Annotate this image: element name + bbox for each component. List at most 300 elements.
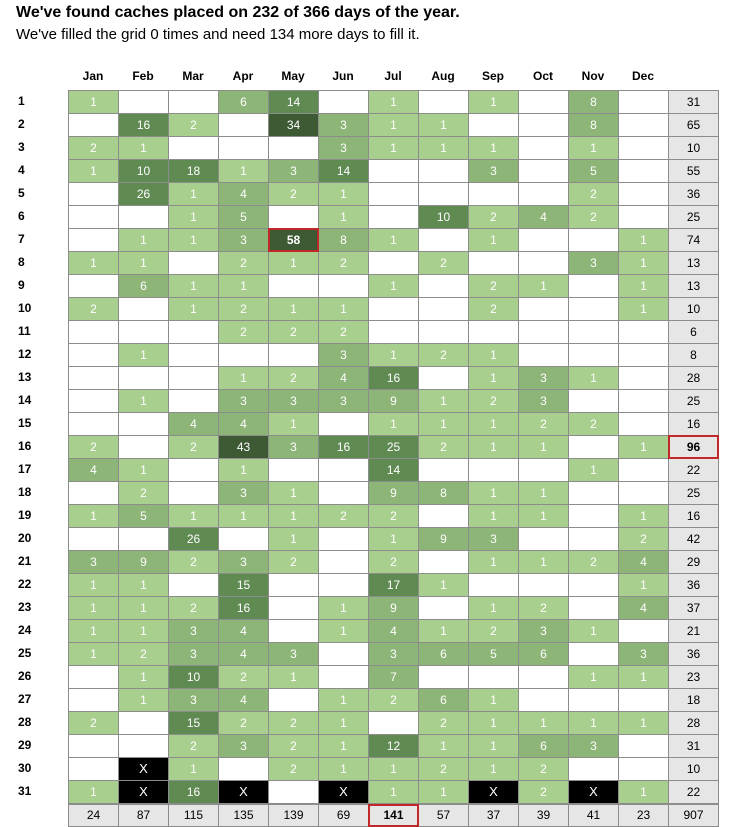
heatmap-cell — [518, 228, 569, 252]
heatmap-cell — [118, 205, 169, 229]
heatmap-cell — [618, 343, 669, 367]
heatmap-cell — [468, 320, 519, 344]
day-header-27: 27 — [18, 692, 32, 706]
heatmap-cell — [368, 251, 419, 275]
heatmap-cell: 1 — [218, 366, 269, 390]
heatmap-cell: 4 — [318, 366, 369, 390]
heatmap-cell: X — [568, 780, 619, 804]
heatmap-cell: 1 — [618, 228, 669, 252]
page-subtitle: We've filled the grid 0 times and need 134 more days to fill it. — [16, 26, 420, 43]
month-header-dec: Dec — [631, 69, 654, 83]
heatmap-cell — [618, 320, 669, 344]
heatmap-cell — [118, 734, 169, 758]
heatmap-cell: 8 — [568, 113, 619, 137]
heatmap-cell — [368, 159, 419, 183]
heatmap-cell: 2 — [268, 182, 319, 206]
heatmap-cell: 26 — [168, 527, 219, 551]
heatmap-cell: 4 — [168, 412, 219, 436]
heatmap-cell — [568, 504, 619, 528]
heatmap-cell: 1 — [168, 205, 219, 229]
heatmap-cell — [618, 619, 669, 643]
heatmap-cell: 1 — [368, 136, 419, 160]
heatmap-cell: 1 — [368, 228, 419, 252]
heatmap-cell: 4 — [218, 412, 269, 436]
heatmap-cell — [68, 366, 119, 390]
row-total: 23 — [668, 665, 719, 689]
column-total: 39 — [518, 804, 569, 827]
heatmap-cell — [68, 412, 119, 436]
heatmap-cell — [168, 343, 219, 367]
heatmap-cell: 1 — [368, 90, 419, 114]
row-total: 28 — [668, 711, 719, 735]
heatmap-cell: 1 — [168, 504, 219, 528]
day-header-3: 3 — [18, 140, 25, 154]
heatmap-cell: 10 — [418, 205, 469, 229]
heatmap-cell — [368, 320, 419, 344]
heatmap-cell: 1 — [618, 711, 669, 735]
heatmap-cell: 6 — [118, 274, 169, 298]
heatmap-cell: 16 — [318, 435, 369, 459]
column-total: 69 — [318, 804, 369, 827]
heatmap-cell: 43 — [218, 435, 269, 459]
heatmap-cell: 2 — [468, 274, 519, 298]
day-header-7: 7 — [18, 232, 25, 246]
day-header-31: 31 — [18, 784, 32, 798]
heatmap-cell — [418, 274, 469, 298]
day-header-13: 13 — [18, 370, 32, 384]
row-total: 65 — [668, 113, 719, 137]
row-total: 29 — [668, 550, 719, 574]
month-header-feb: Feb — [132, 69, 154, 83]
heatmap-cell — [518, 136, 569, 160]
heatmap-cell — [518, 573, 569, 597]
day-header-18: 18 — [18, 485, 32, 499]
heatmap-cell — [418, 504, 469, 528]
heatmap-cell: 1 — [68, 504, 119, 528]
heatmap-cell: 1 — [318, 182, 369, 206]
heatmap-cell: 2 — [118, 642, 169, 666]
heatmap-cell — [318, 665, 369, 689]
month-header-apr: Apr — [232, 69, 254, 83]
day-header-24: 24 — [18, 623, 32, 637]
day-header-26: 26 — [18, 669, 32, 683]
heatmap-cell: 1 — [518, 711, 569, 735]
heatmap-cell: 1 — [118, 665, 169, 689]
heatmap-cell: 3 — [218, 481, 269, 505]
heatmap-cell: 9 — [368, 389, 419, 413]
heatmap-cell: 1 — [118, 251, 169, 275]
heatmap-cell: 1 — [318, 688, 369, 712]
heatmap-cell — [418, 550, 469, 574]
heatmap-cell — [518, 182, 569, 206]
heatmap-cell — [568, 596, 619, 620]
heatmap-cell: 2 — [368, 688, 419, 712]
heatmap-cell: 16 — [368, 366, 419, 390]
heatmap-cell: 1 — [268, 665, 319, 689]
row-total: 25 — [668, 389, 719, 413]
row-total: 31 — [668, 90, 719, 114]
heatmap-cell — [368, 297, 419, 321]
heatmap-cell: 1 — [468, 343, 519, 367]
row-total: 31 — [668, 734, 719, 758]
heatmap-cell: 2 — [268, 320, 319, 344]
heatmap-cell: 2 — [418, 435, 469, 459]
heatmap-cell: 1 — [568, 136, 619, 160]
heatmap-cell: 18 — [168, 159, 219, 183]
heatmap-cell: 1 — [468, 136, 519, 160]
row-total: 36 — [668, 182, 719, 206]
heatmap-cell: 1 — [168, 757, 219, 781]
heatmap-cell — [418, 297, 469, 321]
heatmap-cell: 6 — [418, 688, 469, 712]
heatmap-cell: 1 — [568, 619, 619, 643]
heatmap-cell — [168, 458, 219, 482]
day-header-6: 6 — [18, 209, 25, 223]
heatmap-cell: 1 — [418, 113, 469, 137]
heatmap-cell — [518, 527, 569, 551]
column-total: 115 — [168, 804, 219, 827]
heatmap-cell — [418, 596, 469, 620]
heatmap-cell — [218, 136, 269, 160]
heatmap-cell: 1 — [468, 435, 519, 459]
row-total: 42 — [668, 527, 719, 551]
heatmap-cell: 2 — [418, 711, 469, 735]
row-total: 16 — [668, 504, 719, 528]
heatmap-cell: 7 — [368, 665, 419, 689]
heatmap-cell: 1 — [218, 504, 269, 528]
heatmap-cell: 1 — [418, 389, 469, 413]
heatmap-cell: 1 — [368, 412, 419, 436]
heatmap-cell — [618, 113, 669, 137]
heatmap-cell: 1 — [568, 366, 619, 390]
day-header-19: 19 — [18, 508, 32, 522]
heatmap-cell: 1 — [168, 182, 219, 206]
heatmap-cell: 14 — [268, 90, 319, 114]
day-header-1: 1 — [18, 94, 25, 108]
heatmap-cell: 1 — [318, 757, 369, 781]
heatmap-cell — [118, 90, 169, 114]
month-header-mar: Mar — [182, 69, 204, 83]
heatmap-cell: 2 — [618, 527, 669, 551]
column-total: 37 — [468, 804, 519, 827]
heatmap-cell: 2 — [268, 734, 319, 758]
heatmap-cell: 2 — [518, 780, 569, 804]
heatmap-cell: 1 — [68, 573, 119, 597]
heatmap-cell — [418, 90, 469, 114]
heatmap-cell: 1 — [118, 573, 169, 597]
heatmap-cell: 1 — [618, 573, 669, 597]
heatmap-cell: 1 — [268, 297, 319, 321]
heatmap-cell: 1 — [118, 228, 169, 252]
heatmap-cell — [318, 412, 369, 436]
heatmap-cell: 4 — [68, 458, 119, 482]
heatmap-cell: 2 — [218, 297, 269, 321]
heatmap-cell: 2 — [318, 251, 369, 275]
day-header-11: 11 — [18, 324, 31, 338]
heatmap-cell — [618, 458, 669, 482]
row-total: 25 — [668, 205, 719, 229]
heatmap-cell: 1 — [618, 251, 669, 275]
heatmap-cell: 1 — [618, 297, 669, 321]
heatmap-cell: 2 — [368, 550, 419, 574]
heatmap-cell — [218, 113, 269, 137]
heatmap-cell: 34 — [268, 113, 319, 137]
heatmap-cell: 1 — [468, 596, 519, 620]
heatmap-cell — [118, 527, 169, 551]
heatmap-cell: 2 — [118, 481, 169, 505]
heatmap-cell — [218, 527, 269, 551]
heatmap-cell: 1 — [368, 343, 419, 367]
heatmap-cell: 2 — [218, 665, 269, 689]
day-header-16: 16 — [18, 439, 32, 453]
heatmap-cell — [518, 297, 569, 321]
heatmap-cell: 4 — [368, 619, 419, 643]
heatmap-cell — [118, 366, 169, 390]
month-header-jun: Jun — [332, 69, 354, 83]
heatmap-cell — [118, 711, 169, 735]
heatmap-cell: 3 — [268, 435, 319, 459]
heatmap-cell — [218, 343, 269, 367]
day-header-22: 22 — [18, 577, 32, 591]
heatmap-cell: 2 — [168, 734, 219, 758]
heatmap-cell: 4 — [518, 205, 569, 229]
heatmap-cell: 1 — [268, 504, 319, 528]
column-total: 141 — [368, 804, 419, 827]
heatmap-cell: X — [468, 780, 519, 804]
row-total: 22 — [668, 780, 719, 804]
heatmap-cell: 1 — [518, 435, 569, 459]
heatmap-cell: 1 — [318, 711, 369, 735]
heatmap-cell — [618, 136, 669, 160]
heatmap-cell — [618, 205, 669, 229]
row-total: 37 — [668, 596, 719, 620]
heatmap-cell: 2 — [368, 504, 419, 528]
heatmap-cell: 3 — [168, 688, 219, 712]
column-total: 57 — [418, 804, 469, 827]
day-header-8: 8 — [18, 255, 25, 269]
heatmap-cell: X — [218, 780, 269, 804]
heatmap-cell: 1 — [218, 274, 269, 298]
heatmap-cell — [268, 136, 319, 160]
heatmap-cell: 1 — [418, 780, 469, 804]
heatmap-cell — [568, 573, 619, 597]
heatmap-cell — [68, 274, 119, 298]
heatmap-cell — [618, 734, 669, 758]
heatmap-cell: 1 — [118, 619, 169, 643]
heatmap-cell: 15 — [218, 573, 269, 597]
heatmap-cell: 2 — [268, 366, 319, 390]
heatmap-cell: 3 — [568, 734, 619, 758]
heatmap-cell — [68, 113, 119, 137]
heatmap-cell — [568, 274, 619, 298]
column-total: 24 — [68, 804, 119, 827]
column-total: 41 — [568, 804, 619, 827]
heatmap-cell: 2 — [68, 297, 119, 321]
heatmap-cell: 5 — [218, 205, 269, 229]
heatmap-cell — [468, 458, 519, 482]
heatmap-cell: 4 — [618, 596, 669, 620]
heatmap-cell — [418, 366, 469, 390]
heatmap-cell: 2 — [268, 550, 319, 574]
heatmap-cell: 2 — [518, 412, 569, 436]
heatmap-cell: 6 — [518, 734, 569, 758]
heatmap-cell: 1 — [368, 527, 419, 551]
heatmap-cell — [418, 228, 469, 252]
row-total: 36 — [668, 573, 719, 597]
heatmap-cell: 9 — [368, 596, 419, 620]
heatmap-cell: 2 — [168, 113, 219, 137]
heatmap-cell — [468, 665, 519, 689]
heatmap-cell: 3 — [368, 642, 419, 666]
heatmap-cell: 58 — [268, 228, 319, 252]
heatmap-cell: 1 — [118, 389, 169, 413]
heatmap-cell — [568, 320, 619, 344]
heatmap-cell — [618, 389, 669, 413]
heatmap-cell: 5 — [568, 159, 619, 183]
heatmap-cell: 3 — [218, 734, 269, 758]
heatmap-cell — [368, 711, 419, 735]
heatmap-cell — [268, 205, 319, 229]
heatmap-cell: 1 — [568, 665, 619, 689]
heatmap-cell: 3 — [268, 642, 319, 666]
day-header-15: 15 — [18, 416, 32, 430]
heatmap-cell: 1 — [518, 481, 569, 505]
heatmap-cell: X — [118, 780, 169, 804]
column-total: 87 — [118, 804, 169, 827]
heatmap-cell: 1 — [568, 458, 619, 482]
heatmap-cell: 1 — [468, 366, 519, 390]
day-header-9: 9 — [18, 278, 25, 292]
heatmap-cell: 2 — [568, 182, 619, 206]
heatmap-cell: 1 — [268, 527, 319, 551]
heatmap-cell — [568, 688, 619, 712]
heatmap-cell: 2 — [68, 435, 119, 459]
row-total: 8 — [668, 343, 719, 367]
heatmap-cell — [68, 688, 119, 712]
heatmap-cell: 1 — [168, 274, 219, 298]
heatmap-cell: 1 — [218, 159, 269, 183]
heatmap-cell — [618, 90, 669, 114]
heatmap-cell: 2 — [218, 251, 269, 275]
day-header-17: 17 — [18, 462, 32, 476]
heatmap-cell: 2 — [468, 619, 519, 643]
day-header-28: 28 — [18, 715, 32, 729]
heatmap-cell — [468, 573, 519, 597]
heatmap-cell: 3 — [168, 619, 219, 643]
heatmap-cell: 2 — [168, 550, 219, 574]
heatmap-cell: 1 — [618, 274, 669, 298]
heatmap-cell — [518, 159, 569, 183]
heatmap-cell — [318, 573, 369, 597]
heatmap-cell: 4 — [218, 182, 269, 206]
column-total: 23 — [618, 804, 669, 827]
heatmap-cell — [518, 320, 569, 344]
heatmap-cell — [168, 90, 219, 114]
heatmap-cell: 14 — [368, 458, 419, 482]
heatmap-cell: 9 — [118, 550, 169, 574]
day-header-4: 4 — [18, 163, 25, 177]
row-total: 28 — [668, 366, 719, 390]
heatmap-cell: 8 — [418, 481, 469, 505]
heatmap-cell — [568, 435, 619, 459]
heatmap-cell — [68, 389, 119, 413]
heatmap-cell — [618, 481, 669, 505]
row-total: 10 — [668, 297, 719, 321]
heatmap-cell — [318, 642, 369, 666]
day-header-2: 2 — [18, 117, 25, 131]
day-header-5: 5 — [18, 186, 25, 200]
day-header-12: 12 — [18, 347, 32, 361]
heatmap-cell: 1 — [468, 734, 519, 758]
row-total: 96 — [668, 435, 719, 459]
heatmap-cell: 2 — [518, 757, 569, 781]
heatmap-cell: 2 — [468, 297, 519, 321]
heatmap-cell: 3 — [318, 136, 369, 160]
heatmap-cell — [568, 297, 619, 321]
row-total: 13 — [668, 251, 719, 275]
heatmap-cell: 3 — [218, 389, 269, 413]
heatmap-cell: 1 — [518, 504, 569, 528]
heatmap-cell: 1 — [68, 251, 119, 275]
heatmap-cell: 2 — [418, 343, 469, 367]
heatmap-cell: 1 — [418, 136, 469, 160]
heatmap-cell: 26 — [118, 182, 169, 206]
heatmap-cell — [518, 90, 569, 114]
heatmap-cell: 3 — [568, 251, 619, 275]
heatmap-cell: 9 — [418, 527, 469, 551]
heatmap-cell — [518, 688, 569, 712]
heatmap-cell: 1 — [618, 665, 669, 689]
heatmap-cell: 1 — [168, 228, 219, 252]
heatmap-cell: 3 — [518, 366, 569, 390]
heatmap-cell: 2 — [318, 320, 369, 344]
heatmap-cell: 9 — [368, 481, 419, 505]
heatmap-cell — [518, 343, 569, 367]
heatmap-cell: 3 — [218, 550, 269, 574]
heatmap-cell — [168, 136, 219, 160]
heatmap-cell: 2 — [418, 757, 469, 781]
heatmap-cell — [518, 113, 569, 137]
heatmap-cell: 15 — [168, 711, 219, 735]
heatmap-cell: 25 — [368, 435, 419, 459]
heatmap-cell: 16 — [168, 780, 219, 804]
row-total: 10 — [668, 136, 719, 160]
month-header-oct: Oct — [532, 69, 553, 83]
heatmap-cell — [68, 665, 119, 689]
heatmap-cell — [68, 320, 119, 344]
heatmap-cell: 1 — [468, 550, 519, 574]
heatmap-cell: 1 — [518, 550, 569, 574]
heatmap-cell: 2 — [68, 136, 119, 160]
heatmap-cell: 2 — [218, 711, 269, 735]
heatmap-cell: 1 — [618, 780, 669, 804]
heatmap-cell: 1 — [268, 412, 319, 436]
heatmap-cell: 2 — [218, 320, 269, 344]
heatmap-cell — [568, 228, 619, 252]
heatmap-cell: 1 — [418, 619, 469, 643]
heatmap-cell: 2 — [68, 711, 119, 735]
row-total: 36 — [668, 642, 719, 666]
heatmap-cell — [518, 458, 569, 482]
heatmap-cell: 10 — [168, 665, 219, 689]
heatmap-cell — [168, 389, 219, 413]
heatmap-cell — [68, 757, 119, 781]
heatmap-cell — [268, 573, 319, 597]
heatmap-cell: 1 — [318, 205, 369, 229]
heatmap-cell: 1 — [368, 274, 419, 298]
row-total: 10 — [668, 757, 719, 781]
heatmap-cell: 2 — [568, 412, 619, 436]
